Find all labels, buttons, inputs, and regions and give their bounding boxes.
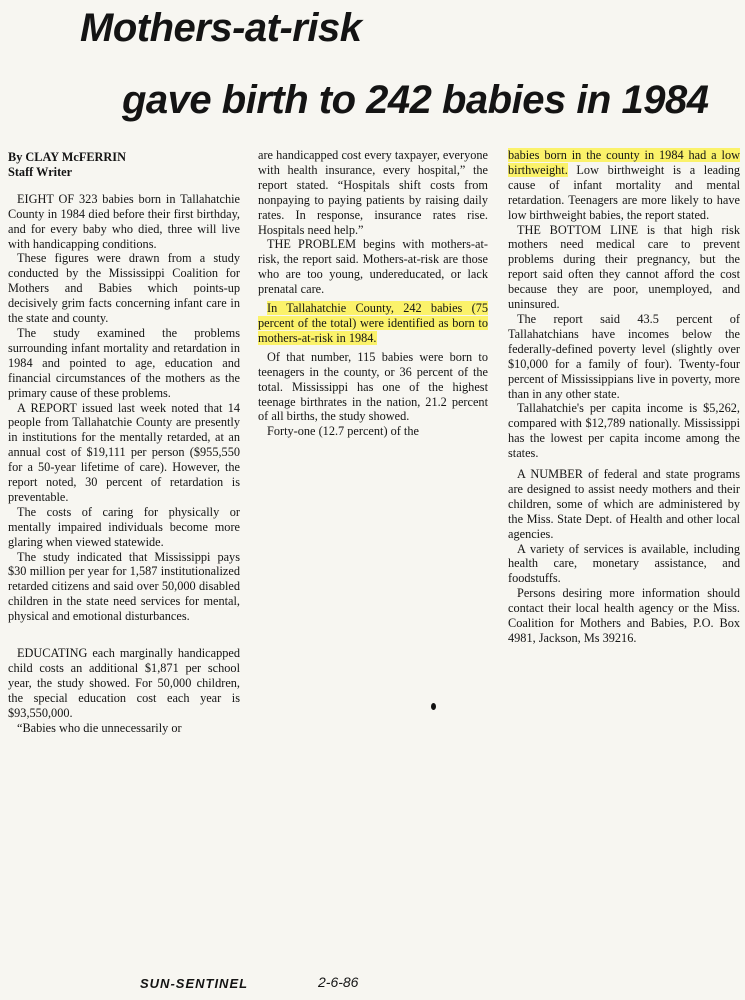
paragraph: Forty-one (12.7 percent) of the	[267, 424, 419, 439]
byline-author: By CLAY McFERRIN	[8, 150, 126, 164]
paragraph: EDUCATING each marginally handicapped child costs an additional $1,871 per school year, the study showed. For 50,000 children, the special education cost each year is $93,550,000.	[8, 646, 240, 720]
paragraph: Tallahatchie's per capita income is $5,262, compared with $12,789 nationally. Mississippi has the lowest per capita income among the states.	[508, 401, 740, 461]
paragraph: A variety of services is available, including health care, monetary assistance, and foodstuffs.	[508, 541, 740, 586]
paragraph-continuation: Low birthweight is a leading cause of infant mortality and mental retardation. Teenagers are more likely to have low birthweight babies, the report stated.	[508, 162, 740, 222]
paragraph: THE BOTTOM LINE is that high risk mothers need medical care to prevent problems during their pregnancy, but the report said often they cannot afford the cost because they are poor, unemployed, and uninsured.	[508, 222, 740, 312]
paragraph: are handicapped cost every taxpayer, everyone with health insurance, every hospital,” the report stated. “Hospitals shift costs from nonpaying to paying patients by raising daily rates. In response, insurance rates rise. Hospitals need help.”	[258, 148, 488, 237]
paragraph: THE PROBLEM begins with mothers-at-risk, the report said. Mothers-at-risk are those who are too young, undereducated, or lack prenatal care.	[258, 237, 488, 297]
paragraph: The study examined the problems surrounding infant mortality and retardation in 1984 and pointed to age, education and financial circumstances of the mothers as the primary cause of these problems.	[8, 325, 240, 400]
paragraph: The costs of caring for physically or mentally impaired individuals become more glaring when viewed statewide.	[8, 504, 240, 549]
paragraph: The report said 43.5 percent of Tallahatchians have incomes below the federally-defined poverty level (slightly over $10,000 for a family of four). Twenty-four percent of Mississippians live in poverty, more than in any other state.	[508, 311, 740, 401]
highlighted-passage: In Tallahatchie County, 242 babies (75 percent of the total) were identified as born to mothers-at-risk in 1984.	[258, 301, 488, 345]
paragraph: A REPORT issued last week noted that 14 people from Tallahatchie County are presently in institutions for the mentally retarded, at an annual cost of $19,111 per person ($955,550 for a 50-year lifetime of care). However, the report noted, 30 percent of retardation is preventable.	[8, 400, 240, 504]
byline-role: Staff Writer	[8, 164, 73, 179]
paragraph: These figures were drawn from a study conducted by the Mississippi Coalition for Mothers and Babies which points-up decisively grim facts concerning infant care in the state and county.	[8, 251, 240, 326]
article-column-3	[508, 148, 740, 646]
paragraph: “Babies who die unnecessarily or	[17, 720, 182, 735]
ink-spot	[431, 703, 436, 710]
headline-line-2: gave birth to 242 babies in 1984	[122, 78, 709, 122]
article-column-2	[258, 148, 488, 439]
handwritten-source: SUN-SENTINEL	[140, 976, 249, 991]
handwritten-date: 2-6-86	[318, 974, 359, 990]
article-column-1	[8, 148, 240, 736]
paragraph: The study indicated that Mississippi pays $30 million per year for 1,587 institutionalized retarded citizens and said over 50,000 disabled children in the state need services for mental, physical and emotional disturbances.	[8, 549, 240, 624]
paragraph: A NUMBER of federal and state programs are designed to assist needy mothers and their children, some of which are administered by the Miss. State Dept. of Health and other local agencies.	[508, 467, 740, 541]
paragraph: Persons desiring more information should contact their local health agency or the Miss. Coalition for Mothers and Babies, P.O. Box 4981, Jackson, Ms 39216.	[508, 586, 740, 645]
paragraph: EIGHT OF 323 babies born in Tallahatchie County in 1984 died before their first birthday, and for every baby who died, three will live with handicapping conditions.	[8, 191, 240, 251]
paragraph: Of that number, 115 babies were born to teenagers in the county, or 36 percent of the total. Mississippi has one of the highest teenage birthrates in the nation, 21.2 percent of all births, the study showed.	[258, 349, 488, 424]
highlighted-passage: babies born in the county in 1984 had a low birthweight.	[508, 148, 740, 177]
headline-line-1: Mothers-at-risk	[80, 6, 362, 50]
